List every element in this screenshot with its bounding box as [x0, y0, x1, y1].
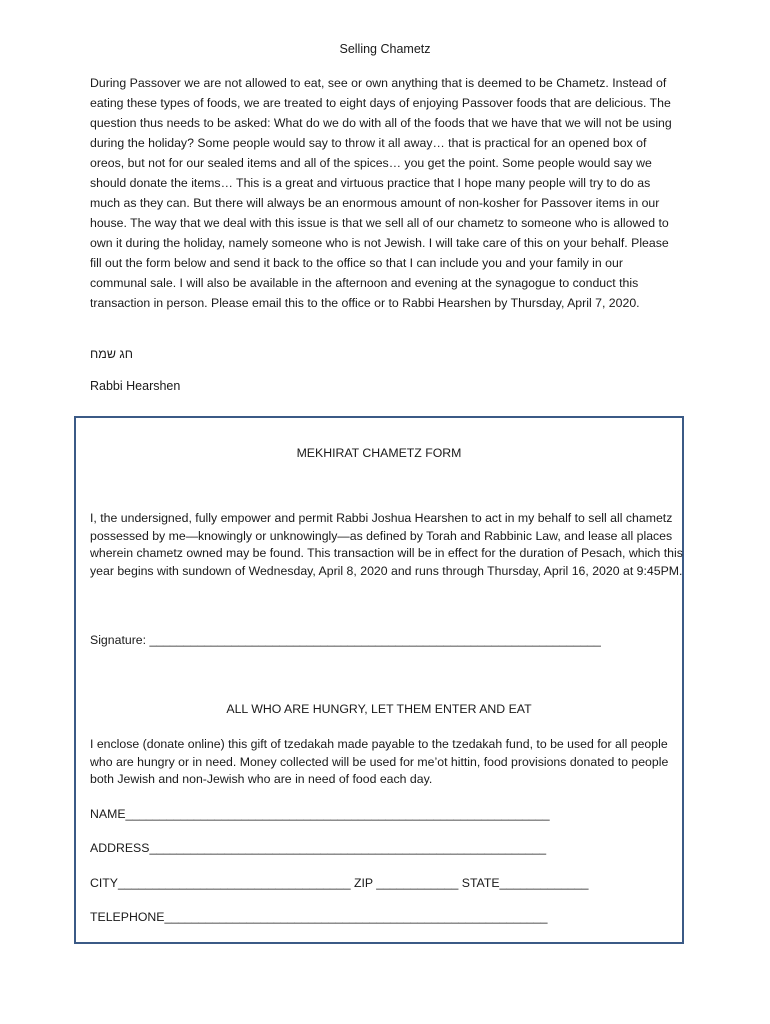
authorization-paragraph: I, the undersigned, fully empower and permit Rabbi Joshua Hearshen to act in my behalf to sell all chametz possessed by me—knowingly or unknowingly—as defined by Torah and Rabbinic Law, and lease all places wherein chametz owned may be found. This transaction will be in effect for the duration of Pesach, which this year begins with sundown of Wednesday, April 8, 2020 and runs through Thursday, April 16, 2020 at 9:45PM. — [90, 511, 683, 578]
document-title: Selling Chametz — [339, 42, 431, 56]
tzedakah-paragraph: I enclose (donate online) this gift of tzedakah made payable to the tzedakah fund, to be used for all people who are hungry or in need. Money collected will be used for me’ot hittin, food provisions donated to people both Jewish and non-Jewish who are in need of food each day. — [90, 737, 669, 786]
city-zip-state-field[interactable]: CITY__________________________________ ZIP ____________ STATE_____________ — [90, 876, 589, 890]
form-title: MEKHIRAT CHAMETZ FORM — [296, 446, 462, 460]
name-field[interactable]: NAME______________________________________________________________ — [90, 807, 550, 821]
telephone-field[interactable]: TELEPHONE________________________________________________________ — [90, 910, 548, 924]
hebrew-greeting: חג שמח — [90, 347, 133, 361]
address-field[interactable]: ADDRESS__________________________________________________________ — [90, 841, 547, 855]
signature-field[interactable]: Signature: __________________________________________________________________ — [90, 633, 601, 647]
chametz-form — [74, 416, 684, 944]
intro-paragraph: During Passover we are not allowed to eat, see or own anything that is deemed to be Chametz. Instead of eating these types of foods, we are treated to eight days of enjoying Passover foods that are delicious. The question thus needs to be asked: What do we do with all of the foods that we have that we will not be using during the holiday? Some people would say to throw it all away… that is practical for an opened box of oreos, but not for our sealed items and all of the spices… you get the point. Some people would say we should donate the items… This is a great and virtuous practice that I hope many people will try to do as much as they can. But there will always be an enormous amount of non-kosher for Passover items in our house. The way that we deal with this issue is that we sell all of our chametz to someone who is allowed to own it during the holiday, namely someone who is not Jewish. I will take care of this on your behalf. Please fill out the form below and send it back to the office so that I can include you and your family in our communal sale. I will also be available in the afternoon and evening at the synagogue to conduct this transaction in person. Please email this to the office or to Rabbi Hearshen by Thursday, April 7, 2020. — [90, 76, 672, 310]
signoff: Rabbi Hearshen — [90, 379, 181, 393]
tzedakah-title: ALL WHO ARE HUNGRY, LET THEM ENTER AND EAT — [226, 702, 532, 716]
